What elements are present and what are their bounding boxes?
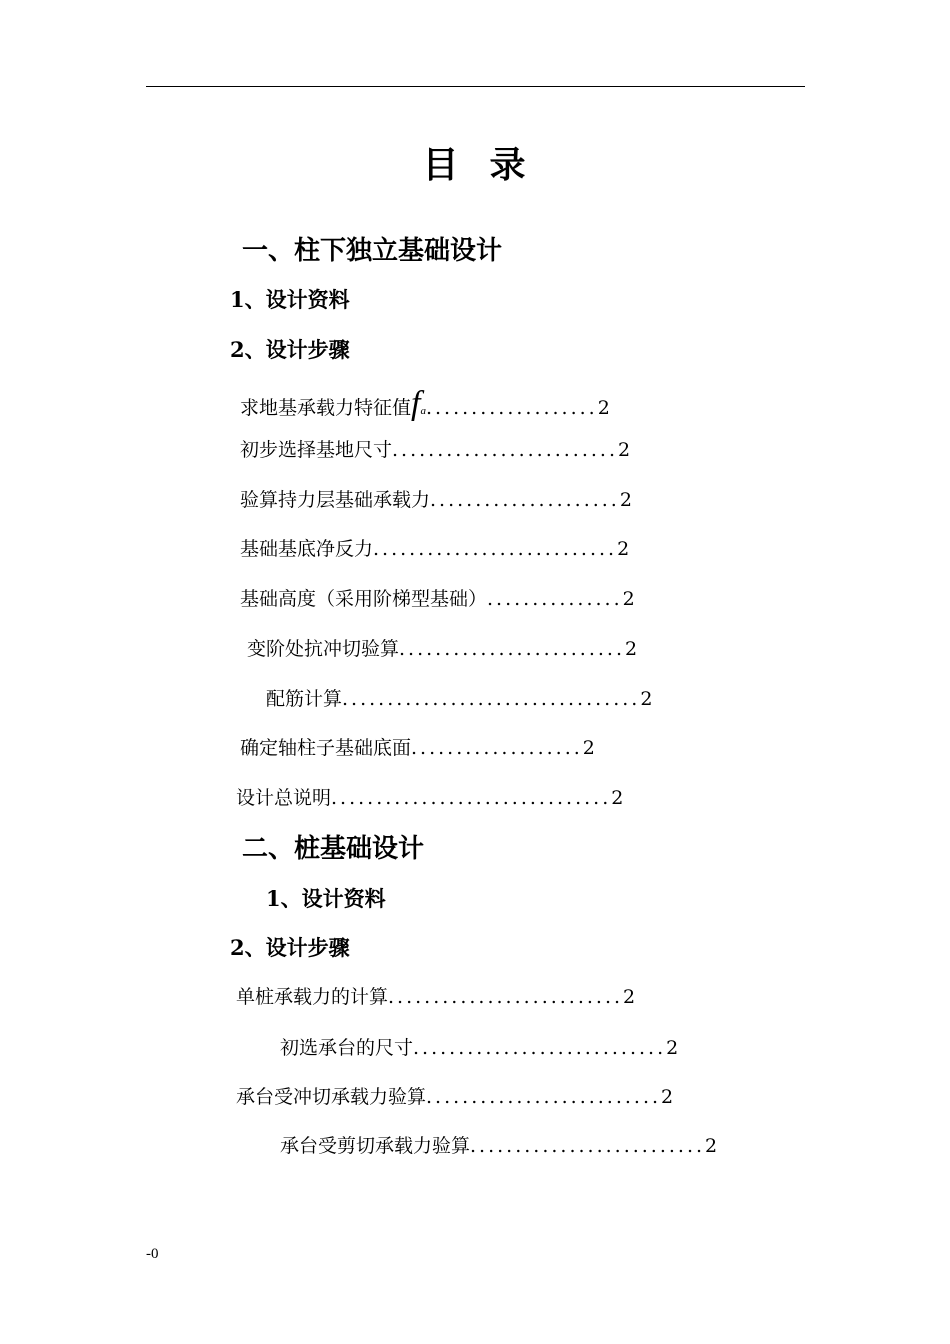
toc-page-number: 2 — [625, 638, 638, 660]
toc-dot-leader: ............................... — [331, 787, 612, 809]
toc-dot-leader: ............... — [487, 588, 623, 610]
toc-page-number: 2 — [705, 1135, 718, 1157]
toc-entry[interactable] — [240, 385, 610, 424]
toc-page-number: 2 — [622, 588, 635, 610]
section-heading: 一、柱下独立基础设计 — [242, 236, 503, 266]
toc-entry[interactable] — [240, 735, 595, 761]
toc-entry[interactable] — [240, 586, 635, 612]
fa-symbol: f — [411, 385, 421, 422]
toc-entry-title: 配筋计算 — [266, 688, 343, 710]
toc-entry-title: 变阶处抗冲切验算 — [247, 638, 400, 660]
toc-page-number: 2 — [618, 439, 631, 461]
toc-entry-title: 确定轴柱子基础底面 — [240, 737, 412, 759]
toc-entry[interactable] — [266, 686, 652, 712]
fa-subscript: a — [420, 405, 426, 417]
toc-page-number: 2 — [597, 397, 610, 419]
toc-entry-title: 求地基承载力特征值 — [240, 397, 412, 419]
toc-dot-leader: ................... — [425, 397, 598, 419]
toc-dot-leader: ................................. — [342, 688, 641, 710]
toc-entry-title: 单桩承载力的计算 — [236, 986, 389, 1008]
toc-entry-title: 基础基底净反力 — [240, 538, 374, 560]
toc-dot-leader: ................... — [411, 737, 583, 759]
toc-entry[interactable] — [236, 984, 635, 1010]
toc-page-number: 2 — [619, 489, 632, 511]
toc-entry-title: 承台受剪切承载力验算 — [280, 1135, 471, 1157]
toc-entry-title: 初选承台的尺寸 — [280, 1037, 414, 1059]
toc-entry[interactable] — [236, 785, 623, 811]
toc-dot-leader: ........................... — [373, 538, 618, 560]
toc-entry[interactable] — [236, 1084, 673, 1110]
toc-entry[interactable] — [240, 487, 632, 513]
toc-page-number: 2 — [617, 538, 630, 560]
subsection-heading: 2、设计步骤 — [230, 337, 350, 362]
toc-dot-leader: ......................... — [392, 439, 619, 461]
toc-dot-leader: ..................... — [430, 489, 620, 511]
toc-entry[interactable] — [280, 1133, 717, 1159]
toc-entry-title: 设计总说明 — [236, 787, 332, 809]
toc-entry-title: 承台受冲切承载力验算 — [236, 1086, 427, 1108]
toc-page-number: 2 — [623, 986, 636, 1008]
toc-page-number: 2 — [666, 1037, 679, 1059]
toc-page-number: 2 — [582, 737, 595, 759]
toc-entry-title: 基础高度（采用阶梯型基础） — [240, 588, 488, 610]
toc-page-number: 2 — [661, 1086, 674, 1108]
section-heading: 二、桩基础设计 — [242, 834, 425, 864]
header-rule — [146, 86, 805, 87]
toc-dot-leader: .......................... — [470, 1135, 706, 1157]
toc-dot-leader: .......................... — [426, 1086, 662, 1108]
toc-entry-title: 验算持力层基础承载力 — [240, 489, 431, 511]
page-title: 目 录 — [422, 145, 528, 186]
toc-entry[interactable] — [280, 1035, 678, 1061]
toc-entry[interactable] — [240, 536, 629, 562]
subsection-heading: 2、设计步骤 — [230, 935, 350, 960]
toc-dot-leader: ......................... — [399, 638, 626, 660]
toc-entry[interactable] — [247, 636, 637, 662]
toc-page-number: 2 — [611, 787, 624, 809]
toc-page-number: 2 — [640, 688, 653, 710]
toc-dot-leader: .......................... — [388, 986, 624, 1008]
footer-page-number: -0 — [146, 1246, 159, 1262]
toc-entry-title: 初步选择基地尺寸 — [240, 439, 393, 461]
toc-entry[interactable] — [240, 437, 630, 463]
toc-dot-leader: ............................ — [413, 1037, 667, 1059]
subsection-heading: 1、设计资料 — [230, 287, 350, 312]
subsection-heading: 1、设计资料 — [266, 886, 386, 911]
